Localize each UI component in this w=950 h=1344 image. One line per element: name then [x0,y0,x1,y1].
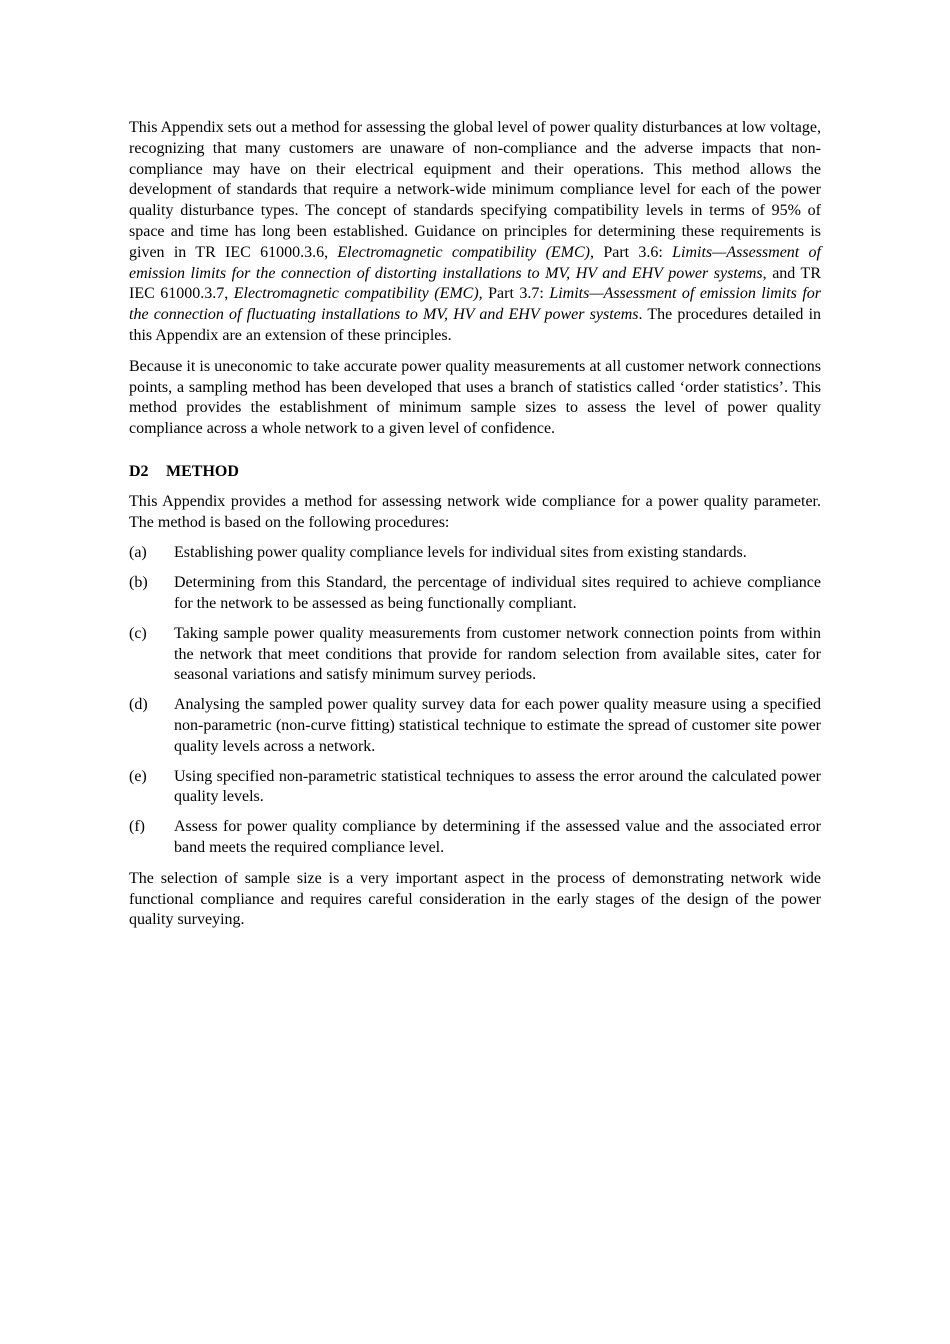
list-item-marker: (d) [129,696,148,714]
intro-italic-2: Limits—Assessment of emission limits for the connection of distorting installations to MV, HV and EHV power systems [129,243,821,282]
procedure-list [129,543,821,858]
intro-text-5: . The procedures detailed in this Appendix are an extension of these principles. [129,306,822,344]
list-item-text: Using specified non-parametric statistical techniques to assess the error around the calculated power quality levels. [174,767,821,806]
intro-text-2: Part 3.6: [594,243,673,261]
list-item-text: Assess for power quality compliance by determining if the assessed value and the associated error band meets the required compliance level. [174,818,821,856]
list-item-marker: (a) [129,544,147,562]
intro-italic-1: Electromagnetic compatibility (EMC), [337,243,595,261]
list-item-marker: (e) [129,767,147,785]
intro-italic-4: Limits—Assessment of emission limits for the connection of fluctuating installations to MV, HV and EHV power systems [129,285,821,324]
intro-text-1: This Appendix sets out a method for assessing the global level of power quality disturbances at low voltage, recognizing that many customers are unaware of non-compliance and the adverse impacts that non-compliance may have on their electrical equipment and their operations. This method allows the development of standards that require a network-wide minimum compliance level for each of the power quality disturbance types. The concept of standards specifying compatibility levels in terms of 95% of space and time has long been established. Guidance on principles for determining these requirements is given in TR IEC 61000.3.6, [129,119,821,261]
list-item-text: Determining from this Standard, the percentage of individual sites required to achieve compliance for the network to be assessed as being functionally compliant. [174,574,821,612]
section-number: D2 [129,462,149,480]
list-item [129,817,821,859]
document-page [129,118,821,941]
intro-paragraph-1 [129,118,821,347]
section-lead-paragraph: This Appendix provides a method for assessing network wide compliance for a power quality parameter. The method is based on the following procedures: [129,492,821,531]
closing-paragraph: The selection of sample size is a very important aspect in the process of demonstrating network wide functional compliance and requires careful consideration in the early stages of the design of the power quality surveying. [129,869,821,929]
list-item [129,543,821,564]
intro-italic-3: Electromagnetic compatibility (EMC), [233,285,483,303]
intro-text-3: , and TR IEC 61000.3.7, [129,264,822,303]
list-item [129,624,821,686]
list-item-marker: (f) [129,818,145,836]
section-heading [129,462,821,483]
list-item-marker: (c) [129,624,147,642]
section-title: METHOD [166,462,239,480]
intro-text-4: Part 3.7: [482,285,550,303]
list-item-text: Establishing power quality compliance levels for individual sites from existing standards. [174,544,747,562]
list-item [129,573,821,615]
intro-paragraph-2: Because it is uneconomic to take accurate power quality measurements at all customer network connections points, a sampling method has been developed that uses a branch of statistics called ‘order statistics’. This method provides the establishment of minimum sample sizes to assess the level of power quality compliance across a whole network to a given level of confidence. [129,357,821,438]
list-item [129,767,821,809]
list-item-text: Analysing the sampled power quality survey data for each power quality measure using a specified non-parametric (non-curve fitting) statistical technique to estimate the spread of customer site power quality levels across a network. [174,696,821,755]
list-item-marker: (b) [129,574,148,592]
list-item [129,695,821,757]
list-item-text: Taking sample power quality measurements from customer network connection points from within the network that meet conditions that provide for random selection from available sites, cater for seasonal variations and satisfy minimum survey periods. [174,624,821,684]
